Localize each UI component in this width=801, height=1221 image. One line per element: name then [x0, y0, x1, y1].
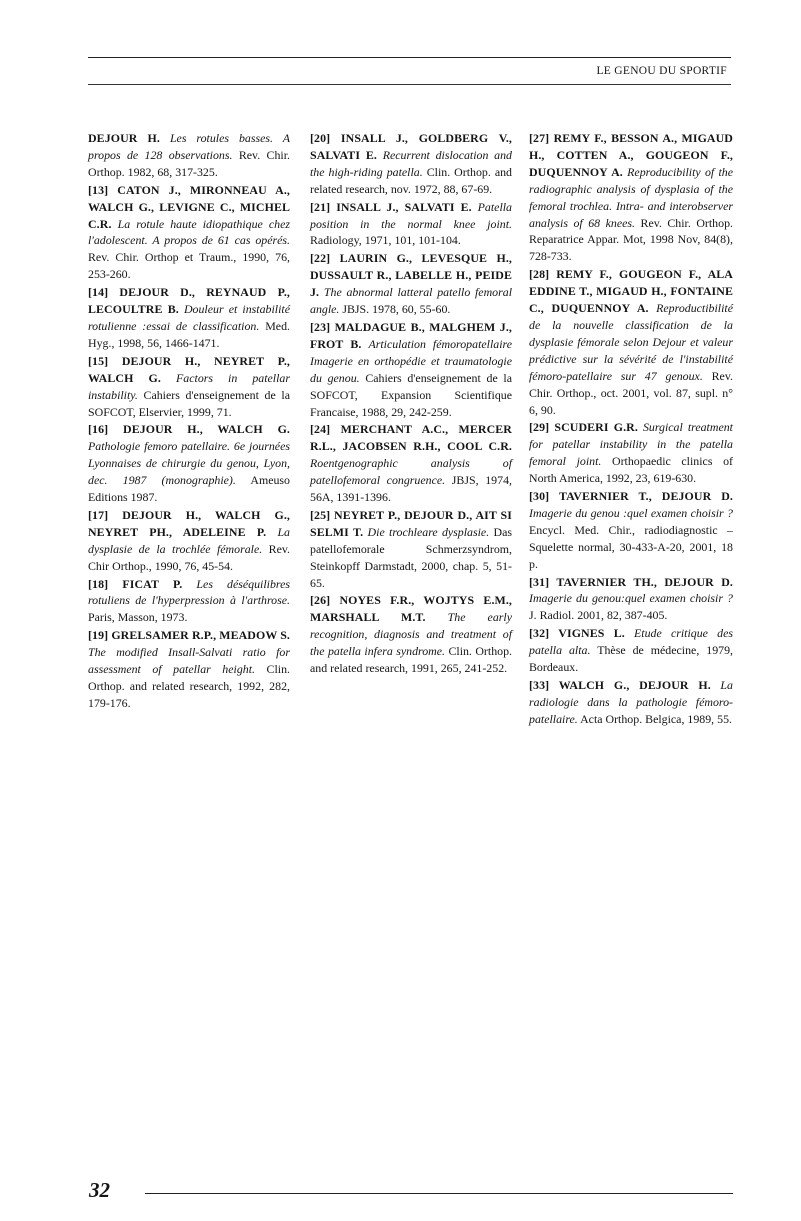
- reference-title: Surgical treatment for patellar instability in the patella femoral joint.: [529, 420, 733, 469]
- reference-title: The modified Insall-Salvati ratio for assessment of patellar height.: [88, 645, 290, 677]
- reference-title: La dysplasie de la trochlée fémorale.: [88, 524, 290, 556]
- reference-title: The abnormal latteral patello femoral angle.: [310, 285, 512, 317]
- reference-source: Encycl. Med. Chir., radiodiagnostic – Squelette normal, 30-433-A-20, 2001, 18 p.: [529, 522, 733, 571]
- reference-entry: [529, 488, 733, 573]
- reference-authors: [16] DEJOUR H., WALCH G.: [88, 422, 290, 437]
- reference-title: The early recognition, diagnosis and treatment of the patella infera syndrome.: [310, 610, 512, 659]
- reference-source: Rev. Chir. Orthop. Reparatrice Appar. Mot, 1998 Nov, 84(8), 728-733.: [529, 215, 733, 264]
- reference-authors: [27] REMY F., BESSON A., MIGAUD H., COTTEN A., GOUGEON F., DUQUENNOY A.: [529, 131, 733, 179]
- reference-title: Die trochleare dysplasie.: [367, 524, 490, 539]
- reference-entry: [529, 130, 733, 265]
- running-header: LE GENOU DU SPORTIF: [596, 65, 727, 77]
- reference-title: Imagerie du genou :quel examen choisir ?: [529, 505, 733, 520]
- reference-source: Paris, Masson, 1973.: [88, 610, 188, 625]
- reference-title: Reproductibilité de la nouvelle classification de la dysplasie fémorale selon Dejour et valeur prédictive sur la sévérité de l'instabilité fémoro-patellaire sur 47 genoux.: [529, 301, 733, 383]
- reference-authors: [17] DEJOUR H., WALCH G., NEYRET PH., ADELEINE P.: [88, 507, 290, 539]
- reference-source: Rev. Chir. Orthop. 1982, 68, 317-325.: [88, 147, 290, 179]
- reference-title: Roentgenographic analysis of patellofemoral congruence.: [310, 456, 512, 488]
- reference-title: Imagerie du genou:quel examen choisir ?: [529, 591, 733, 606]
- column-3: [529, 130, 733, 729]
- reference-authors: [33] WALCH G., DEJOUR H.: [529, 678, 711, 692]
- reference-title: La radiologie dans la pathologie fémoro-patellaire.: [529, 678, 733, 726]
- reference-entry: [310, 592, 512, 677]
- reference-authors: [30] TAVERNIER T., DEJOUR D.: [529, 489, 733, 504]
- reference-authors: [23] MALDAGUE B., MALGHEM J., FROT B.: [310, 319, 512, 351]
- reference-source: Clin. Orthop. and related research, nov. 1972, 88, 67-69.: [310, 164, 513, 196]
- reference-authors: [22] LAURIN G., LEVESQUE H., DUSSAULT R., LABELLE H., PEIDE J.: [310, 251, 512, 300]
- reference-source: Acta Orthop. Belgica, 1989, 55.: [580, 711, 732, 726]
- reference-entry: [88, 507, 290, 575]
- reference-source: Cahiers d'enseignement de la SOFCOT, Expansion Scientifique Francaise, 1988, 29, 242-259.: [310, 370, 512, 419]
- reference-authors: [25] NEYRET P., DEJOUR D., AIT SI SELMI T.: [310, 507, 512, 539]
- reference-title: Les rotules basses. A propos de 128 observations.: [88, 131, 290, 162]
- reference-entry: [310, 250, 512, 318]
- reference-authors: [15] DEJOUR H., NEYRET P., WALCH G.: [88, 353, 290, 385]
- column-1: [88, 130, 290, 713]
- footer-rule: [145, 1193, 733, 1194]
- page-number: 32: [89, 1178, 110, 1202]
- reference-entry: [529, 574, 733, 625]
- reference-authors: [31] TAVERNIER TH., DEJOUR D.: [529, 574, 733, 589]
- reference-authors: [28] REMY F., GOUGEON F., ALA EDDINE T., MIGAUD H., FONTAINE C., DUQUENNOY A.: [529, 267, 733, 316]
- reference-source: Das patellofemorale Schmerzsyndrom, Steinkopff Darmstadt, 2000, chap. 5, 51-65.: [310, 524, 512, 590]
- reference-source: Clin. Orthop. and related research, 1991, 265, 241-252.: [310, 644, 512, 676]
- reference-source: Rev. Chir Orthop., 1990, 76, 45-54.: [88, 541, 290, 573]
- reference-title: Factors in patellar instability.: [88, 370, 290, 402]
- reference-source: Med. Hyg., 1998, 56, 1466-1471.: [88, 318, 290, 350]
- reference-title: Articulation fémoropatellaire Imagerie en orthopédie et traumatologie du genou.: [310, 336, 512, 385]
- reference-title: Patella position in the normal knee joint.: [310, 199, 512, 231]
- reference-authors: [21] INSALL J., SALVATI E.: [310, 199, 472, 214]
- reference-authors: DEJOUR H.: [88, 131, 160, 145]
- reference-title: Etude critique des patella alta.: [529, 626, 733, 658]
- reference-source: Clin. Orthop. and related research, 1992, 282, 179-176.: [88, 662, 290, 710]
- reference-source: Rev. Chir. Orthop et Traum., 1990, 76, 253-260.: [88, 250, 290, 282]
- reference-authors: [18] FICAT P.: [88, 576, 183, 591]
- reference-source: Rev. Chir. Orthop., oct. 2001, vol. 87, supl. n° 6, 90.: [529, 368, 733, 417]
- reference-title: Douleur et instabilité rotulienne :essai de classification.: [88, 302, 290, 333]
- reference-authors: [13] CATON J., MIRONNEAU A., WALCH G., LEVIGNE C., MICHEL C.R.: [88, 182, 290, 231]
- reference-title: La rotule haute idiopathique chez l'adolescent. A propos de 61 cas opérés.: [88, 216, 290, 248]
- reference-source: Cahiers d'enseignement de la SOFCOT, Elservier, 1999, 71.: [88, 387, 290, 419]
- reference-entry: [88, 353, 290, 421]
- reference-entry: [529, 625, 733, 676]
- reference-entry: [88, 284, 290, 352]
- reference-entry: [529, 677, 733, 728]
- reference-title: Les déséquilibres rotuliens de l'hyperpression à l'arthrose.: [88, 576, 290, 608]
- reference-entry: [88, 182, 290, 283]
- reference-source: JBJS. 1978, 60, 55-60.: [342, 302, 451, 317]
- reference-authors: [32] VIGNES L.: [529, 626, 625, 641]
- reference-source: Thèse de médecine, 1979, Bordeaux.: [529, 643, 734, 675]
- reference-source: Radiology, 1971, 101, 101-104.: [310, 233, 461, 248]
- header-rule: [88, 84, 731, 85]
- reference-list: [88, 130, 734, 726]
- reference-entry: [529, 419, 733, 487]
- reference-authors: [14] DEJOUR D., REYNAUD P., LECOULTRE B.: [88, 285, 290, 317]
- reference-authors: [20] INSALL J., GOLDBERG V., SALVATI E.: [310, 131, 512, 162]
- reference-title: Recurrent dislocation and the high-riding patella.: [310, 147, 512, 179]
- reference-source: J. Radiol. 2001, 82, 387-405.: [529, 608, 668, 623]
- top-rule: [88, 57, 731, 58]
- reference-entry: [310, 421, 512, 506]
- reference-authors: [26] NOYES F.R., WOJTYS E.M., MARSHALL M.T.: [310, 593, 512, 625]
- reference-entry: [529, 266, 733, 418]
- reference-source: JBJS, 1974, 56A, 1391-1396.: [310, 473, 512, 505]
- reference-entry: [88, 130, 290, 181]
- column-2: [310, 130, 512, 678]
- reference-authors: [24] MERCHANT A.C., MERCER R.L., JACOBSEN R.H., COOL C.R.: [310, 422, 512, 454]
- reference-entry: [88, 576, 290, 627]
- reference-entry: [310, 319, 512, 420]
- reference-entry: [310, 199, 512, 250]
- reference-source: Orthopaedic clinics of North America, 1992, 23, 619-630.: [529, 454, 733, 486]
- reference-entry: [88, 627, 290, 712]
- reference-title: Pathologie femoro patellaire. 6e journées Lyonnaises de chirurgie du genou, Lyon, dec. 1987 (monographie).: [88, 439, 290, 488]
- reference-authors: [29] SCUDERI G.R.: [529, 420, 638, 435]
- reference-authors: [19] GRELSAMER R.P., MEADOW S.: [88, 628, 290, 643]
- reference-source: Ameuso Editions 1987.: [88, 473, 290, 505]
- reference-title: Reproducibility of the radiographic analysis of dysplasia of the femoral trochlea. Intra- and interobserver analysis of 68 knees.: [529, 164, 733, 230]
- reference-entry: [88, 421, 290, 506]
- reference-entry: [310, 507, 512, 592]
- reference-entry: [310, 130, 512, 198]
